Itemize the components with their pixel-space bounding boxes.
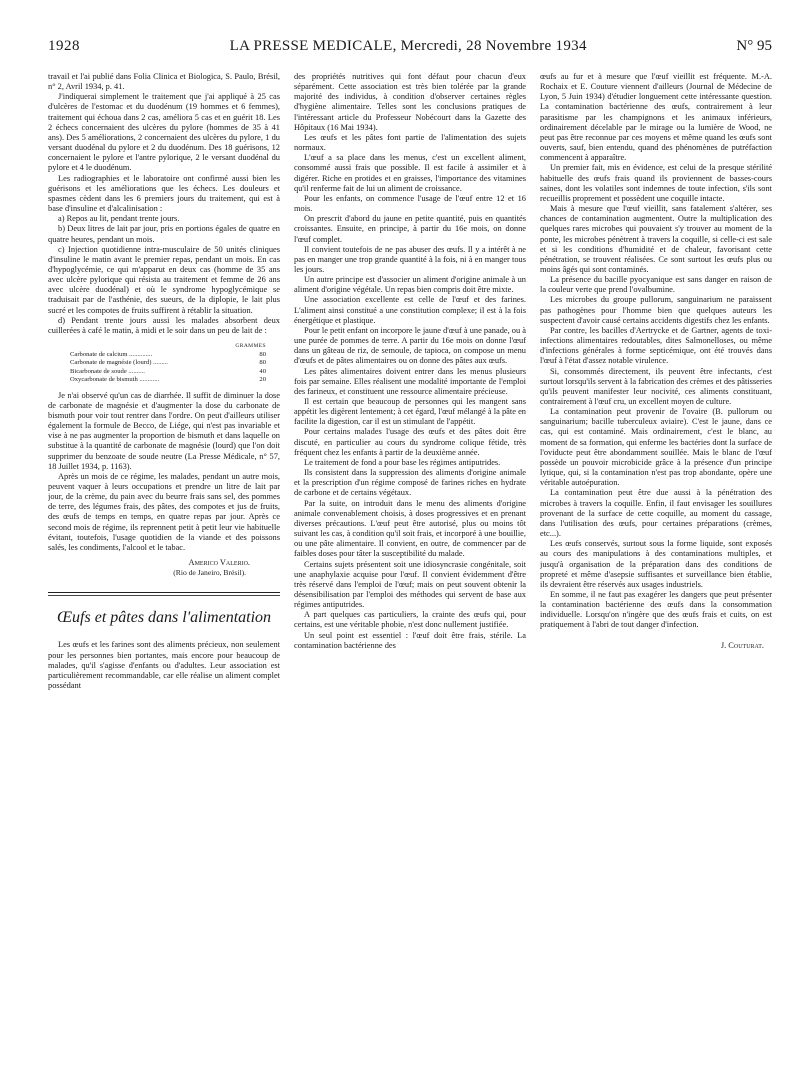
paragraph: a) Repos au lit, pendant trente jours.	[58, 214, 180, 224]
author-location: (Rio de Janeiro, Brésil).	[173, 568, 246, 578]
paragraph: Il est certain que beaucoup de personnes qui les mangent sans appétit les digèrent lentement; à cet égard, l'œuf mélangé à la pâte en facilite la digestion, car il est un stimulant de l'appétit.	[294, 397, 526, 427]
table-row	[70, 351, 280, 360]
ingredient-name: Carbonate de calcium ..............	[70, 350, 153, 358]
column-2	[294, 72, 526, 1070]
ingredient-grams: 20	[259, 376, 266, 384]
paragraph: Je n'ai observé qu'un cas de diarrhée. Il suffit de diminuer la dose de carbonate de magnésie et d'augmenter la dose du carbonate de bismuth pour voir tout rentrer dans l'ordre. On peut d'ailleurs utiliser également la formule de Becco, de Liége, qui n'est pas invariable et vise à ne pas augmenter la proportion de bismuth et dans laquelle on substitue à la quantité de carbonate de magnésie (lourd) que l'on doit supprimer du benzoate de soude neutre (La Presse Médicale, n° 57, 18 Juillet 1934, p. 1163).	[48, 390, 280, 471]
table-row	[70, 376, 280, 385]
page-year: 1928	[48, 38, 80, 54]
ingredient-grams: 40	[259, 367, 266, 375]
section-divider	[48, 592, 280, 596]
issue-number: N° 95	[736, 38, 772, 54]
paragraph: d) Pendant trente jours aussi les malades absorbent deux cuillerées à café le matin, à midi et le soir dans un peu de lait de :	[48, 315, 280, 335]
paragraph: Mais à mesure que l'œuf vieillit, sans fatalement s'altérer, ses chances de contamination augmentent. Outre la multiplication des quelques rares microbes qui pouvaient s'y trouver au moment de la ponte, les microbes pénètrent à travers la coquille, si celle-ci est sale et si les conditions d'humidité et de chaleur, favorisant cette pénétration, se trouvent réalisées. Ce sont surtout les œufs plus ou moins âgés qui sont contaminés.	[540, 204, 772, 274]
table-row	[70, 359, 280, 368]
paragraph: Pour certains malades l'usage des œufs et des pâtes doit être discuté, en particulier au cours du syndrome colique fétide, très fréquent chez les enfants à partir de la deuxième année.	[294, 427, 526, 457]
paragraph: En somme, il ne faut pas exagérer les dangers que peut présenter la contamination bactérienne des œufs dans la consommation individuelle. Lorsqu'on n'ingère que des œufs frais et cuits, on est pratiquement à l'abri de tout danger d'infection.	[540, 589, 772, 630]
paragraph: Un seul point est essentiel : l'œuf doit être frais, stérile. La contamination bactérienne des	[294, 630, 526, 650]
paragraph: La contamination peut provenir de l'ovaire (B. pullorum ou sanguinarium; bacille tuberculeux aviaire). C'est le jaune, dans ce cas, qui est contaminé. Mais ordinairement, c'est le blanc, au moment de sa formation, qui enferme les bactéries dont la surface de l'oviducte peut être abondamment souillée. Mais le blanc de l'œuf possède un pouvoir microbicide grâce à la présence d'un principe lytique, qui, si la contamination n'est pas trop abondante, opère une véritable autoépuration.	[540, 407, 772, 488]
page-header	[48, 38, 772, 62]
ingredient-name: Carbonate de magnésie (lourd) .........	[70, 359, 168, 367]
paragraph: Pour les enfants, on commence l'usage de l'œuf entre 12 et 16 mois.	[294, 193, 526, 214]
paragraph: Les œufs et les pâtes font partie de l'alimentation des sujets normaux.	[294, 132, 526, 153]
paragraph: On prescrit d'abord du jaune en petite quantité, puis en quantités croissantes. Ensuite, en principe, à partir du 16e mois, on donne l'œuf complet.	[294, 214, 526, 244]
table-row	[70, 368, 280, 377]
paragraph: La présence du bacille pyocyanique est sans danger en raison de la couleur verte que prend l'ovalbumine.	[540, 275, 772, 295]
paragraph: La contamination peut être due aussi à la pénétration des microbes à travers la coquille. Enfin, il faut envisager les souillures provenant de la surface de cette coquille, au moment du cassage, dans l'utilisation des œufs, pour certaines préparations (crèmes, etc...).	[540, 488, 772, 539]
paragraph: Les radiographies et le laboratoire ont confirmé aussi bien les guérisons et les améliorations que les échecs. Les douleurs et spasmes cèdent dans les 6 premiers jours du traitement, qui est à base d'insuline et d'alcalinisation :	[48, 173, 280, 214]
author-signature: J. Couturat.	[720, 640, 764, 650]
paragraph: Par contre, les bacilles d'Aertrycke et de Gartner, agents de toxi-infections alimentaires redoutables, dites Salmonelloses, ou même d'infections générales à forme septicémique, ont été trouvés dans l'œuf à l'état d'assez notable virulence.	[540, 325, 772, 366]
ingredient-grams: 80	[259, 359, 266, 367]
paragraph: Ils consistent dans la suppression des aliments d'origine animale et la prescription d'un régime composé de farines riches en hydrate de carbone et de certains végétaux.	[294, 468, 526, 498]
article-columns	[48, 72, 772, 1070]
paragraph: œufs au fur et à mesure que l'œuf vieillit est fréquente. M.-A. Rochaix et E. Couture viennent d'ailleurs (Journal de Médecine de Lyon, 5 Juin 1934) d'étudier longuement cette intéressante question. La contamination bactérienne des œufs, contrairement à leur parasitisme par les champignons et les animaux inférieurs, ordinairement décelable par le mirage ou la lumière de Wood, ne peut pas être reconnue par ces moyens et même quand les œufs sont ouverts, sauf, bien entendu, quand des phénomènes de putréfaction commencent à apparaître.	[540, 72, 772, 163]
paragraph: Le traitement de fond a pour base les régimes antiputrides.	[304, 457, 501, 467]
paragraph: Les pâtes alimentaires doivent entrer dans les menus plusieurs fois par semaine. Elles réalisent une modalité importante de l'emploi des farineux, et constituent une ressource alimentaire précieuse.	[294, 366, 526, 396]
paragraph: des propriétés nutritives qui font défaut pour chacun d'eux séparément. Cette association est très bien tolérée par la grande majorité des individus, à condition d'observer certaines règles d'hygiène alimentaire. Telles sont les conclusions pratiques de l'intéressant article du Professeur Nobécourt dans la Gazette des Hôpitaux (16 Mai 1934).	[294, 72, 526, 132]
paragraph: Pour le petit enfant on incorpore le jaune d'œuf à une panade, ou à une purée de pommes de terre. A partir du 16e mois on donne l'œuf dans un gâteau de riz, de semoule, de tapioca, on compose un menu d'œufs et de pâtes alimentaires ou on donne des pâtes aux œufs.	[294, 325, 526, 366]
paragraph: Après un mois de ce régime, les malades, pendant un autre mois, peuvent vaquer à leurs occupations et prendre un litre de lait par jour, de la crème, du pain avec du beurre frais sans sel, des pommes de terre, des légumes frais, des pâtes, des compotes et jus de fruits, des œufs de temps en temps, en quatre repas par jour. Après ce second mois de régime, ils reprennent petit à petit leur vie habituelle évitant, toutefois, l'usage quotidien de la viande et des poissons salés, les condiments, l'alcool et le tabac.	[48, 471, 280, 552]
paragraph: Les œufs et les farines sont des aliments précieux, non seulement pour les personnes bien portantes, mais encore pour beaucoup de malades, qu'il s'agisse d'enfants ou d'adultes. Leur association est particulièrement recommandable, car elle réalise un aliment complet possédant	[48, 640, 280, 690]
paragraph: Par la suite, on introduit dans le menu des aliments d'origine animale convenablement choisis, à doses progressives et en prenant diverses précautions. L'œuf peut être autorisé, plus ou moins tôt suivant les cas, à condition qu'il soit frais, et incorporé à une bouillie, ou une pâte alimentaire. Il convient, en outre, de commencer par de faibles doses pour tâter la susceptibilité du malade.	[294, 498, 526, 559]
divider-line	[48, 592, 280, 593]
paragraph: J'indiquerai simplement le traitement que j'ai appliqué à 25 cas d'ulcères de l'estomac et du duodénum (19 hommes et 6 femmes), traitement qui échoua dans 2 cas, améliora 5 cas et en guérit 18. Les 2 échecs concernaient des ulcères du pylore (hommes de 35 à 41 ans). Des 5 améliorations, 2 concernaient des ulcères du pylore, 1 du versant duodénal du pylore et 2 du duodénum. Des 18 guérisons, 12 concernaient le pylore et l'antre pylorique, 2 le versant duodénal du pylore et 4 le duodénum.	[48, 92, 280, 173]
formula-table	[70, 342, 280, 385]
table-header: GRAMMES	[235, 343, 266, 350]
paragraph: b) Deux litres de lait par jour, pris en portions égales de quatre en quatre heures, pendant un mois.	[48, 224, 280, 244]
column-3	[540, 72, 772, 1070]
paragraph: A part quelques cas particuliers, la crainte des œufs qui, pour certains, est une véritable phobie, n'est donc nullement justifiée.	[294, 610, 526, 630]
paragraph: Certains sujets présentent soit une idiosyncrasie congénitale, soit une anaphylaxie acquise pour l'œuf. Il convient évidemment d'être très réservé dans l'emploi de l'œuf; mais on peut souvent obtenir la désensibilisation par l'emploi des méthodes qui servent de base aux régimes antiputrides.	[294, 559, 526, 610]
journal-title: LA PRESSE MEDICALE, Mercredi, 28 Novembre 1934	[229, 38, 587, 54]
paragraph: Les œufs conservés, surtout sous la forme liquide, sont exposés au cours des manipulations à des contaminations multiples, et jusqu'à organisation de la préparation dans des conditions de propreté et même d'asepsie suffisantes et surveillance bien établie, ils devraient être réservés aux usages industriels.	[540, 539, 772, 589]
paragraph: Une association excellente est celle de l'œuf et des farines. L'aliment ainsi constitué a une constitution complexe; il est à la fois énergétique et plastique.	[294, 295, 526, 325]
paragraph: c) Injection quotidienne intra-musculaire de 50 unités cliniques d'insuline le matin avant le premier repas, pendant un mois. En cas d'hypoglycémie, ce qui m'apparut en deux cas (homme de 35 ans avec ulcère pylorique qui résista au traitement et femme de 26 ans avec ulcère duodénal) et où le syndrome hypoglycémique se traduisait par de l'asthénie, des sueurs, de la diplopie, le lait plus sucré et les compotes de fruits suffirent à rétablir la situation.	[48, 244, 280, 315]
section-title: Œufs et pâtes dans l'alimentation	[56, 609, 272, 627]
paragraph: Un autre principe est d'associer un aliment d'origine animale à un aliment d'origine végétale. Un repas bien compris doit être mixte.	[294, 275, 526, 295]
column-1	[48, 72, 280, 1070]
paragraph: travail et l'ai publié dans Folia Clinica et Biologica, S. Paulo, Brésil, n° 2, Avril 1934, p. 41.	[48, 72, 280, 92]
paragraph: Un premier fait, mis en évidence, est celui de la presque stérilité habituelle des œufs frais quand ils proviennent de basses-cours saines, dont les volatiles sont indemnes de toute infection, s'ils sont recueillis proprement et possèdent une coquille intacte.	[540, 163, 772, 203]
paragraph: Si, consommés directement, ils peuvent être infectants, c'est surtout lorsqu'ils servent à la fabrication des crèmes et des pâtisseries qu'ils peuvent manifester leur nocivité, ces aliments constituant, contrairement à l'œuf cru, un excellent moyen de culture.	[540, 366, 772, 406]
ingredient-name: Bicarbonate de soude ..........	[70, 367, 145, 375]
paragraph: Les microbes du groupe pullorum, sanguinarium ne paraissent pas pathogènes pour l'homme bien que quelques auteurs les suspectent d'avoir causé certains accidents digestifs chez les enfants.	[540, 295, 772, 325]
divider-line	[48, 595, 280, 596]
ingredient-grams: 80	[259, 350, 266, 358]
ingredient-name: Oxycarbonate de bismuth ............	[70, 376, 160, 384]
paragraph: L'œuf a sa place dans les menus, c'est un excellent aliment, consommé aussi frais que possible. Il est facile à assimiler et à digérer. Riche en protides et en graisses, l'importance des vitamines qu'il renferme fait de lui un aliment de croissance.	[294, 153, 526, 193]
author-signature: Americo Valerio.	[188, 558, 250, 568]
paragraph: Il convient toutefois de ne pas abuser des œufs. Il y a intérêt à ne pas en manger une trop grande quantité à la fois, ni à en manger tous les jours.	[294, 244, 526, 274]
